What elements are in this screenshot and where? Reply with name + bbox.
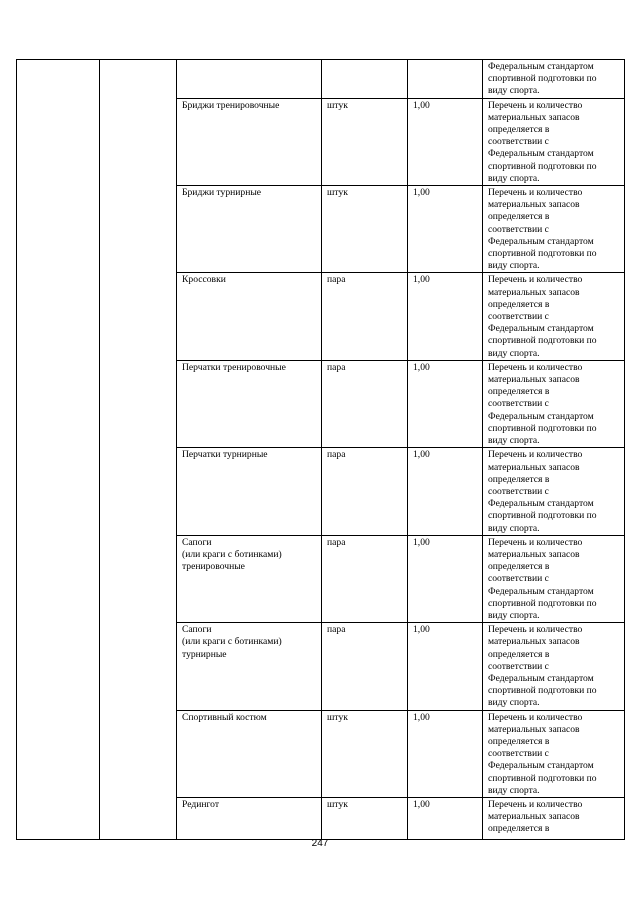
note-cell: Перечень и количество материальных запасов определяется в соответствии с Федеральным стандартом спортивной подготовки по виду спорта.	[483, 623, 625, 710]
unit-cell: штук	[322, 186, 408, 273]
unit-cell: пара	[322, 535, 408, 622]
group-cell	[17, 60, 100, 840]
quantity-cell: 1,00	[408, 273, 483, 360]
quantity-cell: 1,00	[408, 710, 483, 797]
quantity-cell: 1,00	[408, 360, 483, 447]
table-body	[17, 60, 625, 840]
note-cell: Перечень и количество материальных запасов определяется в соответствии с Федеральным стандартом спортивной подготовки по виду спорта.	[483, 448, 625, 535]
page-number: 247	[311, 838, 329, 849]
subgroup-cell	[100, 60, 177, 840]
unit-cell: пара	[322, 623, 408, 710]
item-name-cell: Перчатки турнирные	[177, 448, 322, 535]
quantity-cell: 1,00	[408, 186, 483, 273]
unit-cell: пара	[322, 273, 408, 360]
item-name-cell: Сапоги (или краги с ботинками) тренировочные	[177, 535, 322, 622]
unit-cell: пара	[322, 360, 408, 447]
note-cell: Перечень и количество материальных запасов определяется в соответствии с Федеральным стандартом спортивной подготовки по виду спорта.	[483, 273, 625, 360]
note-cell: Перечень и количество материальных запасов определяется в соответствии с Федеральным стандартом спортивной подготовки по виду спорта.	[483, 710, 625, 797]
quantity-cell: 1,00	[408, 448, 483, 535]
item-name-cell: Бриджи турнирные	[177, 186, 322, 273]
unit-cell	[322, 60, 408, 99]
note-cell: Перечень и количество материальных запасов определяется в соответствии с Федеральным стандартом спортивной подготовки по виду спорта.	[483, 535, 625, 622]
item-name-cell	[177, 60, 322, 99]
unit-cell: штук	[322, 710, 408, 797]
item-name-cell: Спортивный костюм	[177, 710, 322, 797]
inventory-table	[16, 59, 625, 840]
quantity-cell: 1,00	[408, 535, 483, 622]
note-cell: Перечень и количество материальных запасов определяется в соответствии с Федеральным стандартом спортивной подготовки по виду спорта.	[483, 186, 625, 273]
item-name-cell: Перчатки тренировочные	[177, 360, 322, 447]
note-cell: Перечень и количество материальных запасов определяется в	[483, 797, 625, 839]
item-name-cell: Кроссовки	[177, 273, 322, 360]
quantity-cell	[408, 60, 483, 99]
quantity-cell: 1,00	[408, 98, 483, 185]
item-name-cell: Сапоги (или краги с ботинками) турнирные	[177, 623, 322, 710]
note-cell: Перечень и количество материальных запасов определяется в соответствии с Федеральным стандартом спортивной подготовки по виду спорта.	[483, 98, 625, 185]
quantity-cell: 1,00	[408, 623, 483, 710]
item-name-cell: Редингот	[177, 797, 322, 839]
note-cell: Федеральным стандартом спортивной подготовки по виду спорта.	[483, 60, 625, 99]
quantity-cell: 1,00	[408, 797, 483, 839]
item-name-cell: Бриджи тренировочные	[177, 98, 322, 185]
unit-cell: штук	[322, 797, 408, 839]
unit-cell: штук	[322, 98, 408, 185]
unit-cell: пара	[322, 448, 408, 535]
note-cell: Перечень и количество материальных запасов определяется в соответствии с Федеральным стандартом спортивной подготовки по виду спорта.	[483, 360, 625, 447]
table-row	[17, 60, 625, 99]
